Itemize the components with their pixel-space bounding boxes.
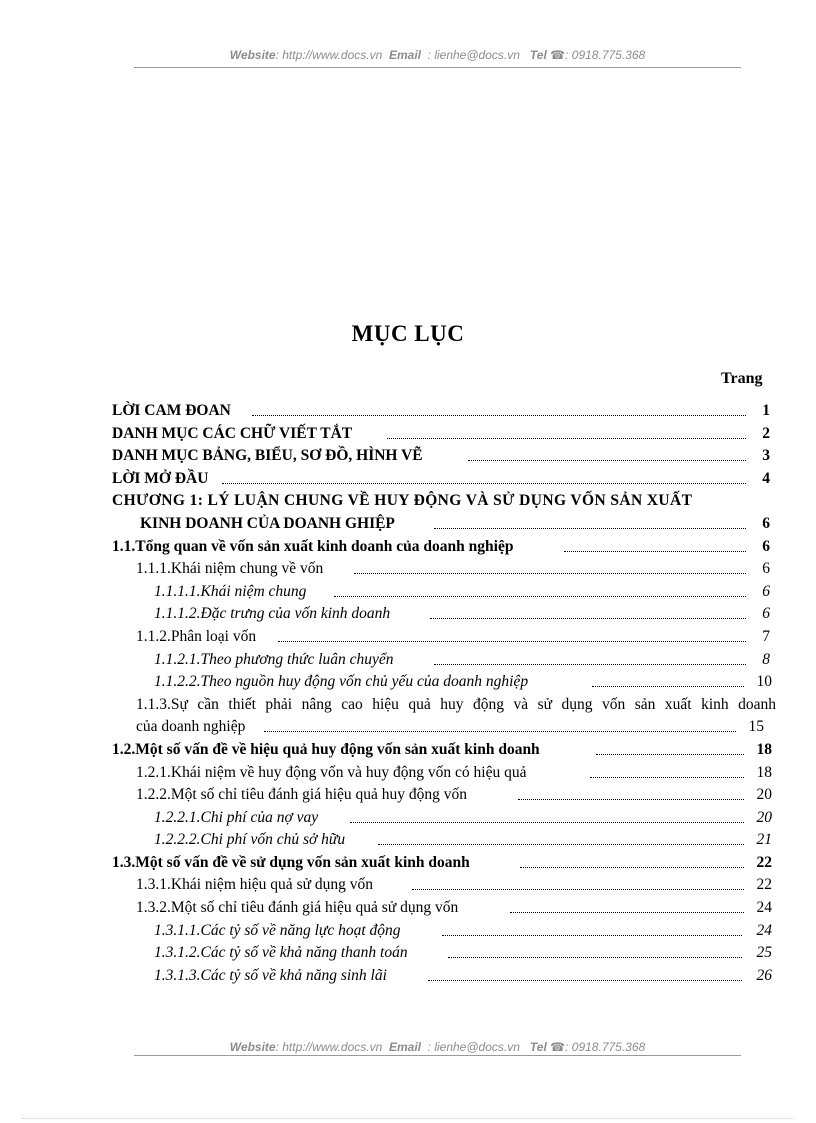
toc-entry[interactable] bbox=[112, 626, 776, 649]
toc-entry[interactable] bbox=[112, 807, 776, 830]
toc-entry-text: DANH MỤC CÁC CHỮ VIẾT TẮT bbox=[112, 424, 353, 442]
toc-entry[interactable] bbox=[112, 423, 776, 446]
toc-entry-page: 6 bbox=[762, 605, 770, 623]
toc-entry[interactable] bbox=[112, 400, 776, 423]
table-of-contents bbox=[112, 400, 776, 987]
toc-leader-dots bbox=[434, 528, 746, 529]
toc-entry-text: 1.1.1.2.Đặc trưng của vốn kinh doanh bbox=[154, 605, 391, 623]
toc-entry[interactable] bbox=[112, 965, 776, 988]
header-website-label: Website bbox=[229, 48, 276, 62]
header-tel-label: Tel bbox=[529, 48, 547, 62]
footer-website-value[interactable]: : http://www.docs.vn bbox=[275, 1040, 383, 1054]
toc-entry-page: 3 bbox=[762, 447, 770, 465]
toc-entry-page: 21 bbox=[756, 831, 772, 849]
toc-entry-text: 1.1.Tổng quan về vốn sản xuất kinh doanh của doanh nghiệp bbox=[112, 537, 514, 555]
footer-email-value[interactable]: : lienhe@docs.vn bbox=[424, 1040, 520, 1054]
header-email-label: Email bbox=[388, 48, 421, 62]
page-edge-dots bbox=[22, 1118, 794, 1119]
toc-entry-page: 4 bbox=[762, 469, 770, 487]
toc-entry-text: 1.3.1.3.Các tỷ số về khả năng sinh lãi bbox=[154, 966, 387, 984]
toc-entry-text: 1.1.2.Phân loại vốn bbox=[136, 627, 257, 645]
toc-entry[interactable] bbox=[112, 490, 776, 513]
toc-entry[interactable] bbox=[112, 468, 776, 491]
toc-entry[interactable] bbox=[112, 649, 776, 672]
footer-divider bbox=[134, 1055, 741, 1056]
toc-entry[interactable] bbox=[112, 762, 776, 785]
toc-entry-page: 25 bbox=[756, 944, 772, 962]
toc-leader-dots bbox=[264, 731, 736, 732]
footer-email-label: Email bbox=[388, 1040, 421, 1054]
toc-leader-dots bbox=[278, 641, 746, 642]
header-divider bbox=[134, 67, 741, 68]
toc-entry-text: 1.1.2.1.Theo phương thức luân chuyển bbox=[154, 650, 394, 668]
toc-entry-text: 1.2.1.Khái niệm về huy động vốn và huy động vốn có hiệu quả bbox=[136, 763, 527, 781]
toc-entry-page: 2 bbox=[762, 424, 770, 442]
toc-entry[interactable] bbox=[112, 920, 776, 943]
toc-entry-page: 6 bbox=[762, 560, 770, 578]
page-column-label: Trang bbox=[721, 370, 763, 387]
toc-entry-page: 18 bbox=[756, 763, 772, 781]
toc-entry-page: 10 bbox=[756, 673, 772, 691]
toc-entry-page: 8 bbox=[762, 650, 770, 668]
toc-entry-text: 1.3.1.1.Các tỷ số về năng lực hoạt động bbox=[154, 921, 401, 939]
toc-entry-text: 1.2.2.1.Chi phí của nợ vay bbox=[154, 808, 319, 826]
toc-entry-text: CHƯƠNG 1: LÝ LUẬN CHUNG VỀ HUY ĐỘNG VÀ SỬ DỤNG VỐN SẢN XUẤT bbox=[112, 492, 693, 510]
toc-leader-dots bbox=[387, 438, 746, 439]
toc-entry-text: 1.2.Một số vấn đề về hiệu quả huy động vốn sản xuất kinh doanh bbox=[112, 740, 540, 758]
toc-entry-text: 1.3.1.Khái niệm hiệu quả sử dụng vốn bbox=[136, 876, 373, 894]
toc-entry[interactable] bbox=[112, 581, 776, 604]
toc-entry-page: 20 bbox=[756, 786, 772, 804]
page-header bbox=[134, 48, 741, 62]
toc-leader-dots bbox=[564, 551, 746, 552]
toc-leader-dots bbox=[590, 777, 744, 778]
toc-entry[interactable] bbox=[112, 874, 776, 897]
toc-entry-text: 1.2.2.Một số chỉ tiêu đánh giá hiệu quả huy động vốn bbox=[136, 786, 468, 804]
toc-entry-page: 22 bbox=[756, 876, 772, 894]
toc-leader-dots bbox=[510, 912, 744, 913]
toc-entry-text: 1.1.1.1.Khái niệm chung bbox=[154, 582, 307, 600]
toc-entry[interactable] bbox=[112, 558, 776, 581]
toc-entry-text: LỜI MỞ ĐẦU bbox=[112, 469, 209, 487]
toc-entry-continued[interactable] bbox=[112, 513, 776, 536]
toc-leader-dots bbox=[596, 754, 744, 755]
footer-website-label: Website bbox=[229, 1040, 276, 1054]
toc-leader-dots bbox=[252, 415, 746, 416]
toc-entry-page: 24 bbox=[756, 921, 772, 939]
footer-tel-label: Tel bbox=[529, 1040, 547, 1054]
toc-entry[interactable] bbox=[112, 536, 776, 559]
toc-entry-page: 1 bbox=[762, 402, 770, 419]
toc-entry[interactable] bbox=[112, 671, 776, 694]
toc-leader-dots bbox=[442, 935, 742, 936]
header-website-value[interactable]: : http://www.docs.vn bbox=[275, 48, 383, 62]
toc-entry-text: 1.3.1.2.Các tỷ số về khả năng thanh toán bbox=[154, 944, 408, 962]
toc-entry[interactable] bbox=[112, 739, 776, 762]
page-footer bbox=[134, 1040, 741, 1054]
header-tel-value: ☎: 0918.775.368 bbox=[550, 48, 646, 62]
toc-entry[interactable] bbox=[112, 784, 776, 807]
footer-tel-value: ☎: 0918.775.368 bbox=[550, 1040, 646, 1054]
toc-entry-page: 6 bbox=[762, 582, 770, 600]
toc-entry[interactable] bbox=[112, 445, 776, 468]
toc-leader-dots bbox=[430, 618, 746, 619]
toc-leader-dots bbox=[518, 799, 744, 800]
toc-entry[interactable] bbox=[112, 852, 776, 875]
header-email-value[interactable]: : lienhe@docs.vn bbox=[424, 48, 520, 62]
toc-entry[interactable] bbox=[112, 603, 776, 626]
toc-entry-text: LỜI CAM ĐOAN bbox=[112, 402, 231, 419]
toc-entry-page: 20 bbox=[756, 808, 772, 826]
toc-entry-page: 7 bbox=[762, 627, 770, 645]
toc-entry[interactable] bbox=[112, 829, 776, 852]
toc-entry-text: 1.3.2.Một số chỉ tiêu đánh giá hiệu quả sử dụng vốn bbox=[136, 899, 459, 917]
toc-leader-dots bbox=[350, 822, 744, 823]
toc-leader-dots bbox=[520, 867, 744, 868]
toc-leader-dots bbox=[222, 483, 746, 484]
toc-entry[interactable] bbox=[112, 942, 776, 965]
toc-entry-text: 1.3.Một số vấn đề về sử dụng vốn sản xuất kinh doanh bbox=[112, 853, 470, 871]
toc-entry[interactable] bbox=[112, 897, 776, 920]
toc-entry-text: KINH DOANH CỦA DOANH GHIỆP bbox=[140, 514, 395, 532]
toc-entry-text: 1.1.3.Sự cần thiết phải nâng cao hiệu quả huy động và sử dụng vốn sản xuất kinh doanh bbox=[136, 695, 776, 713]
toc-entry-text: 1.2.2.2.Chi phí vốn chủ sở hữu bbox=[154, 831, 346, 849]
toc-leader-dots bbox=[334, 596, 746, 597]
toc-entry-page: 15 bbox=[748, 718, 764, 736]
page-title: MỤC LỤC bbox=[351, 321, 465, 346]
toc-leader-dots bbox=[428, 980, 742, 981]
toc-leader-dots bbox=[434, 664, 746, 665]
toc-entry-page: 24 bbox=[756, 899, 772, 917]
toc-leader-dots bbox=[592, 686, 744, 687]
toc-leader-dots bbox=[468, 460, 746, 461]
toc-entry-text: 1.1.2.2.Theo nguồn huy động vốn chủ yếu của doanh nghiệp bbox=[154, 673, 529, 691]
toc-leader-dots bbox=[448, 957, 742, 958]
toc-entry-page: 6 bbox=[762, 537, 770, 555]
toc-entry-page: 18 bbox=[756, 740, 772, 758]
toc-entry-text-continued: của doanh nghiệp bbox=[136, 718, 246, 736]
toc-leader-dots bbox=[354, 573, 746, 574]
toc-entry-page: 26 bbox=[756, 966, 772, 984]
toc-entry-page: 22 bbox=[756, 853, 772, 871]
toc-entry-text: 1.1.1.Khái niệm chung về vốn bbox=[136, 560, 324, 578]
toc-entry-page: 6 bbox=[762, 514, 770, 532]
toc-leader-dots bbox=[412, 889, 744, 890]
toc-leader-dots bbox=[378, 844, 744, 845]
toc-entry[interactable] bbox=[112, 694, 776, 739]
toc-entry-text: DANH MỤC BẢNG, BIỂU, SƠ ĐỒ, HÌNH VẼ bbox=[112, 447, 423, 465]
